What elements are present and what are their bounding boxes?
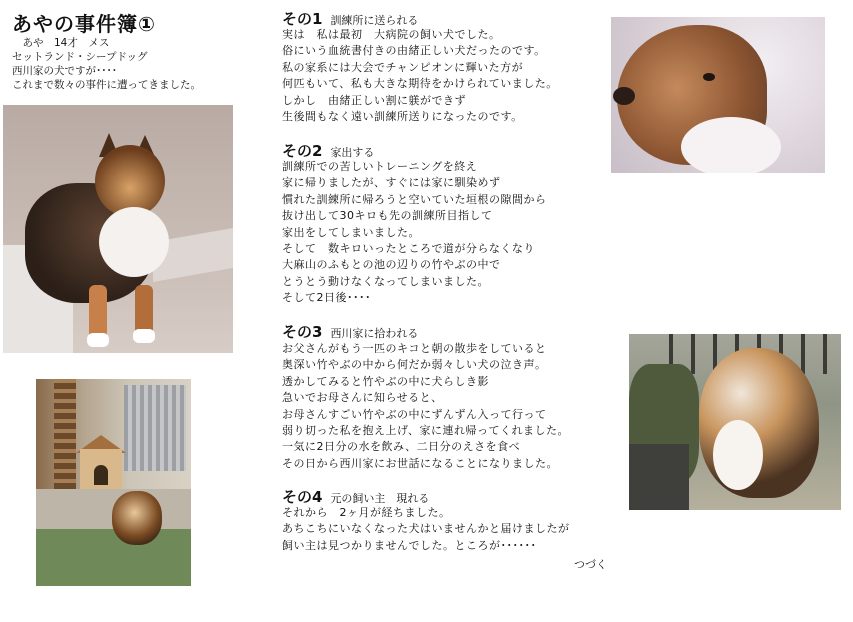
section-1-body	[282, 27, 558, 125]
section-number: その4	[282, 488, 323, 506]
section-number: その3	[282, 323, 323, 341]
body-line: 弱り切った私を抱え上げ、家に連れ帰ってくれました。	[282, 424, 570, 438]
dog-and-doghouse-photo	[36, 379, 191, 586]
body-line: そして 数キロいったところで道が分らなくなり	[282, 242, 535, 256]
intro-line: セットランド・シープドッグ	[12, 51, 148, 63]
body-line: あちこちにいなくなった犬はいませんかと届けましたが	[282, 522, 570, 536]
body-line: 飼い主は見つかりませんでした。ところが･･････	[282, 538, 537, 552]
section-4-heading	[282, 486, 429, 507]
section-2-heading	[282, 140, 374, 161]
body-line: 生後間もなく遠い訓練所送りになったのです。	[282, 110, 523, 124]
sheltie-standing-photo	[3, 105, 233, 353]
body-line: 家出をしてしまいました。	[282, 225, 420, 239]
page-title: あやの事件簿①	[12, 12, 156, 36]
body-line: 何匹もいて、私も大きな期待をかけられていました。	[282, 77, 558, 91]
body-line: 俗にいう血統書付きの由緒正しい犬だったのです。	[282, 44, 546, 58]
section-subtitle: 元の飼い主 現れる	[330, 492, 430, 505]
section-3-heading	[282, 321, 418, 342]
body-line: お父さんがもう一匹のキコと朝の散歩をしていると	[282, 342, 547, 355]
intro-line: 西川家の犬ですが････	[12, 65, 117, 77]
section-3-body	[282, 341, 569, 472]
body-line: 大麻山のふもとの池の辺りの竹やぶの中で	[282, 258, 501, 272]
section-subtitle: 訓練所に送られる	[330, 14, 419, 27]
body-line: 透かしてみると竹やぶの中に犬らしき影	[282, 374, 489, 388]
section-subtitle: 西川家に拾われる	[330, 327, 419, 340]
body-line: 訓練所での苦しいトレーニングを終え	[282, 160, 478, 173]
body-line: 奥深い竹やぶの中から何だか弱々しい犬の泣き声。	[282, 358, 547, 372]
body-line: とうとう動けなくなってしまいました。	[282, 274, 489, 288]
body-line: 抜け出して30キロも先の訓練所目指して	[282, 209, 493, 223]
section-2-body	[282, 159, 547, 307]
collie-profile-photo	[611, 17, 825, 173]
body-line: お母さんすごい竹やぶの中にずんずん入って行って	[282, 407, 547, 421]
body-line: 急いでお母さんに知らせると、	[282, 391, 443, 405]
body-line: 実は 私は最初 大病院の飼い犬でした。	[282, 28, 501, 41]
section-number: その1	[282, 10, 323, 28]
intro-text	[12, 36, 201, 92]
body-line: そして2日後････	[282, 291, 371, 305]
to-be-continued: つづく	[574, 558, 607, 571]
body-line: それから 2ヶ月が経ちました。	[282, 506, 451, 519]
body-line: 家に帰りましたが、すぐには家に馴染めず	[282, 176, 501, 190]
body-line: 慣れた訓練所に帰ろうと空いていた垣根の隙間から	[282, 192, 547, 206]
section-subtitle: 家出する	[330, 146, 375, 159]
body-line: 一気に2日分の水を飲み、二日分のえさを食べ	[282, 440, 521, 454]
intro-line: あや 14才 メス	[12, 37, 110, 49]
body-line: 私の家系には大会でチャンピオンに輝いた方が	[282, 60, 524, 74]
section-number: その2	[282, 142, 323, 160]
dog-by-fence-photo	[629, 334, 841, 510]
intro-line: これまで数々の事件に遭ってきました。	[12, 79, 201, 91]
section-1-heading	[282, 8, 418, 29]
section-4-body	[282, 505, 570, 554]
body-line: しかし 由緒正しい割に躾ができず	[282, 93, 466, 107]
body-line: その日から西川家にお世話になることになりました。	[282, 456, 558, 470]
